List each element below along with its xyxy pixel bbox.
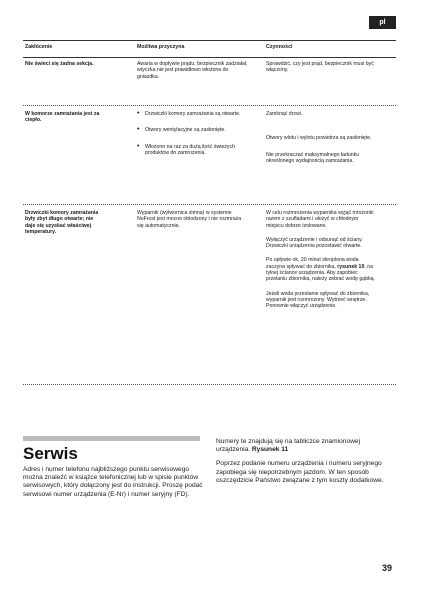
row3-remedy-text: Po upływie ok. 20 minut skroplona woda zaczyna spływać do zbiornika, <box>266 257 359 270</box>
row3-remedy-paragraph <box>266 257 376 282</box>
page-number: 39 <box>382 563 393 573</box>
row3-remedy-text: , na tylnej ściance urządzenia. Aby zapobiec przelaniu zbiornika, należy zebrać wodę gąbką. <box>266 263 376 283</box>
row1-fault: Nie świeci się żadna sekcja. <box>25 61 94 67</box>
row3-remedy-paragraph: W celu rozmrożenia wyparnika wyjąć mrożonki razem z szufladami i ułożyć w chłodnym miejscu dobrze izolowane. <box>266 210 374 229</box>
row3-cause: Wyparnik (wytwornica zimna) w systemie NoFrost jest mocno oblodzony i nie rozmraża się automatycznie. <box>137 210 242 229</box>
table-bottom-rule <box>23 384 396 385</box>
row2-remedies <box>266 111 376 164</box>
nameplate-text: Numery te znajdują się na tabliczce znamionowej urządzenia. <box>216 438 361 454</box>
row2-cause-item: • Włożono na raz za dużą ilość świeżych produktów do zamrożenia. <box>137 144 249 157</box>
row2-causes <box>137 111 249 162</box>
serwis-paragraph: Adres i numer telefonu najbliższego punktu serwisowego można znaleźć w książce telefonicznej lub w spisie punktów serwisowych, który dołączony jest do instrukcji. Proszę podać serwisowi numer urządzenia (E-Nr) i numer seryjny (FD). <box>23 466 203 498</box>
row3-fault: Drzwiczki komory zamrażania były zbyt długo otwarte; nie daje się uzyskać właściwej temperatury. <box>25 210 99 235</box>
serial-paragraph: Poprzez podanie numeru urządzenia i numeru seryjnego zapobiega się niepotrzebnym jazdom. W ten sposób oszczędzicie Państwo związane z tym koszty dodatkowe. <box>216 460 384 484</box>
section-bar <box>23 436 200 441</box>
table-header-rule <box>23 57 396 58</box>
row2-remedy-item: Zamknąć drzwi. <box>266 111 303 117</box>
row3-remedy-paragraph: Jeżeli woda przestanie spływać do zbiornika, wyparnik jest rozmrożony. Wytrzeć wnętrze. Ponownie włączyć urządzenie. <box>266 290 370 310</box>
figure-reference: rysunek 10 <box>337 263 365 270</box>
table-top-rule <box>23 40 396 41</box>
row2-fault: W komorze zamrażania jest za ciepło. <box>25 111 100 124</box>
column-header-fault: Zakłócenie <box>25 44 53 50</box>
row1-cause: Awaria w dopływie prądu; bezpiecznik zadziałał, wtyczka nie jest prawidłowo włożona do gniazdka. <box>137 61 248 80</box>
column-header-cause: Możliwa przyczyna <box>137 44 185 50</box>
language-tab: pl <box>369 16 396 29</box>
nameplate-paragraph <box>216 438 394 454</box>
row-separator <box>23 105 396 106</box>
right-column <box>216 438 394 491</box>
figure-reference: Rysunek 11 <box>251 446 289 454</box>
row3-remedy-paragraph: Wyłączyć urządzenie i odsunąć od ściany. Drzwiczki urządzenia pozostawić otwarte. <box>266 236 363 250</box>
row2-cause-item: • Drzwiczki komory zamrażania są otwarte. <box>137 111 249 117</box>
row-separator <box>23 204 396 205</box>
section-title: Serwis <box>23 444 78 463</box>
row1-remedy: Sprawdzić, czy jest prąd, bezpiecznik musi być włączony. <box>266 61 374 74</box>
row2-remedy-item: Nie przekraczać maksymalnego ładunku określonego wydajnością zamrażania. <box>266 151 360 164</box>
column-header-remedy: Czynności <box>266 44 293 50</box>
row2-remedy-item: Otwory wlotu i wylotu powietrza są zasłonięte. <box>266 135 372 142</box>
row3-remedies <box>266 210 376 315</box>
row2-cause-item: • Otwory wentylacyjne są zasłonięte. <box>137 127 249 133</box>
